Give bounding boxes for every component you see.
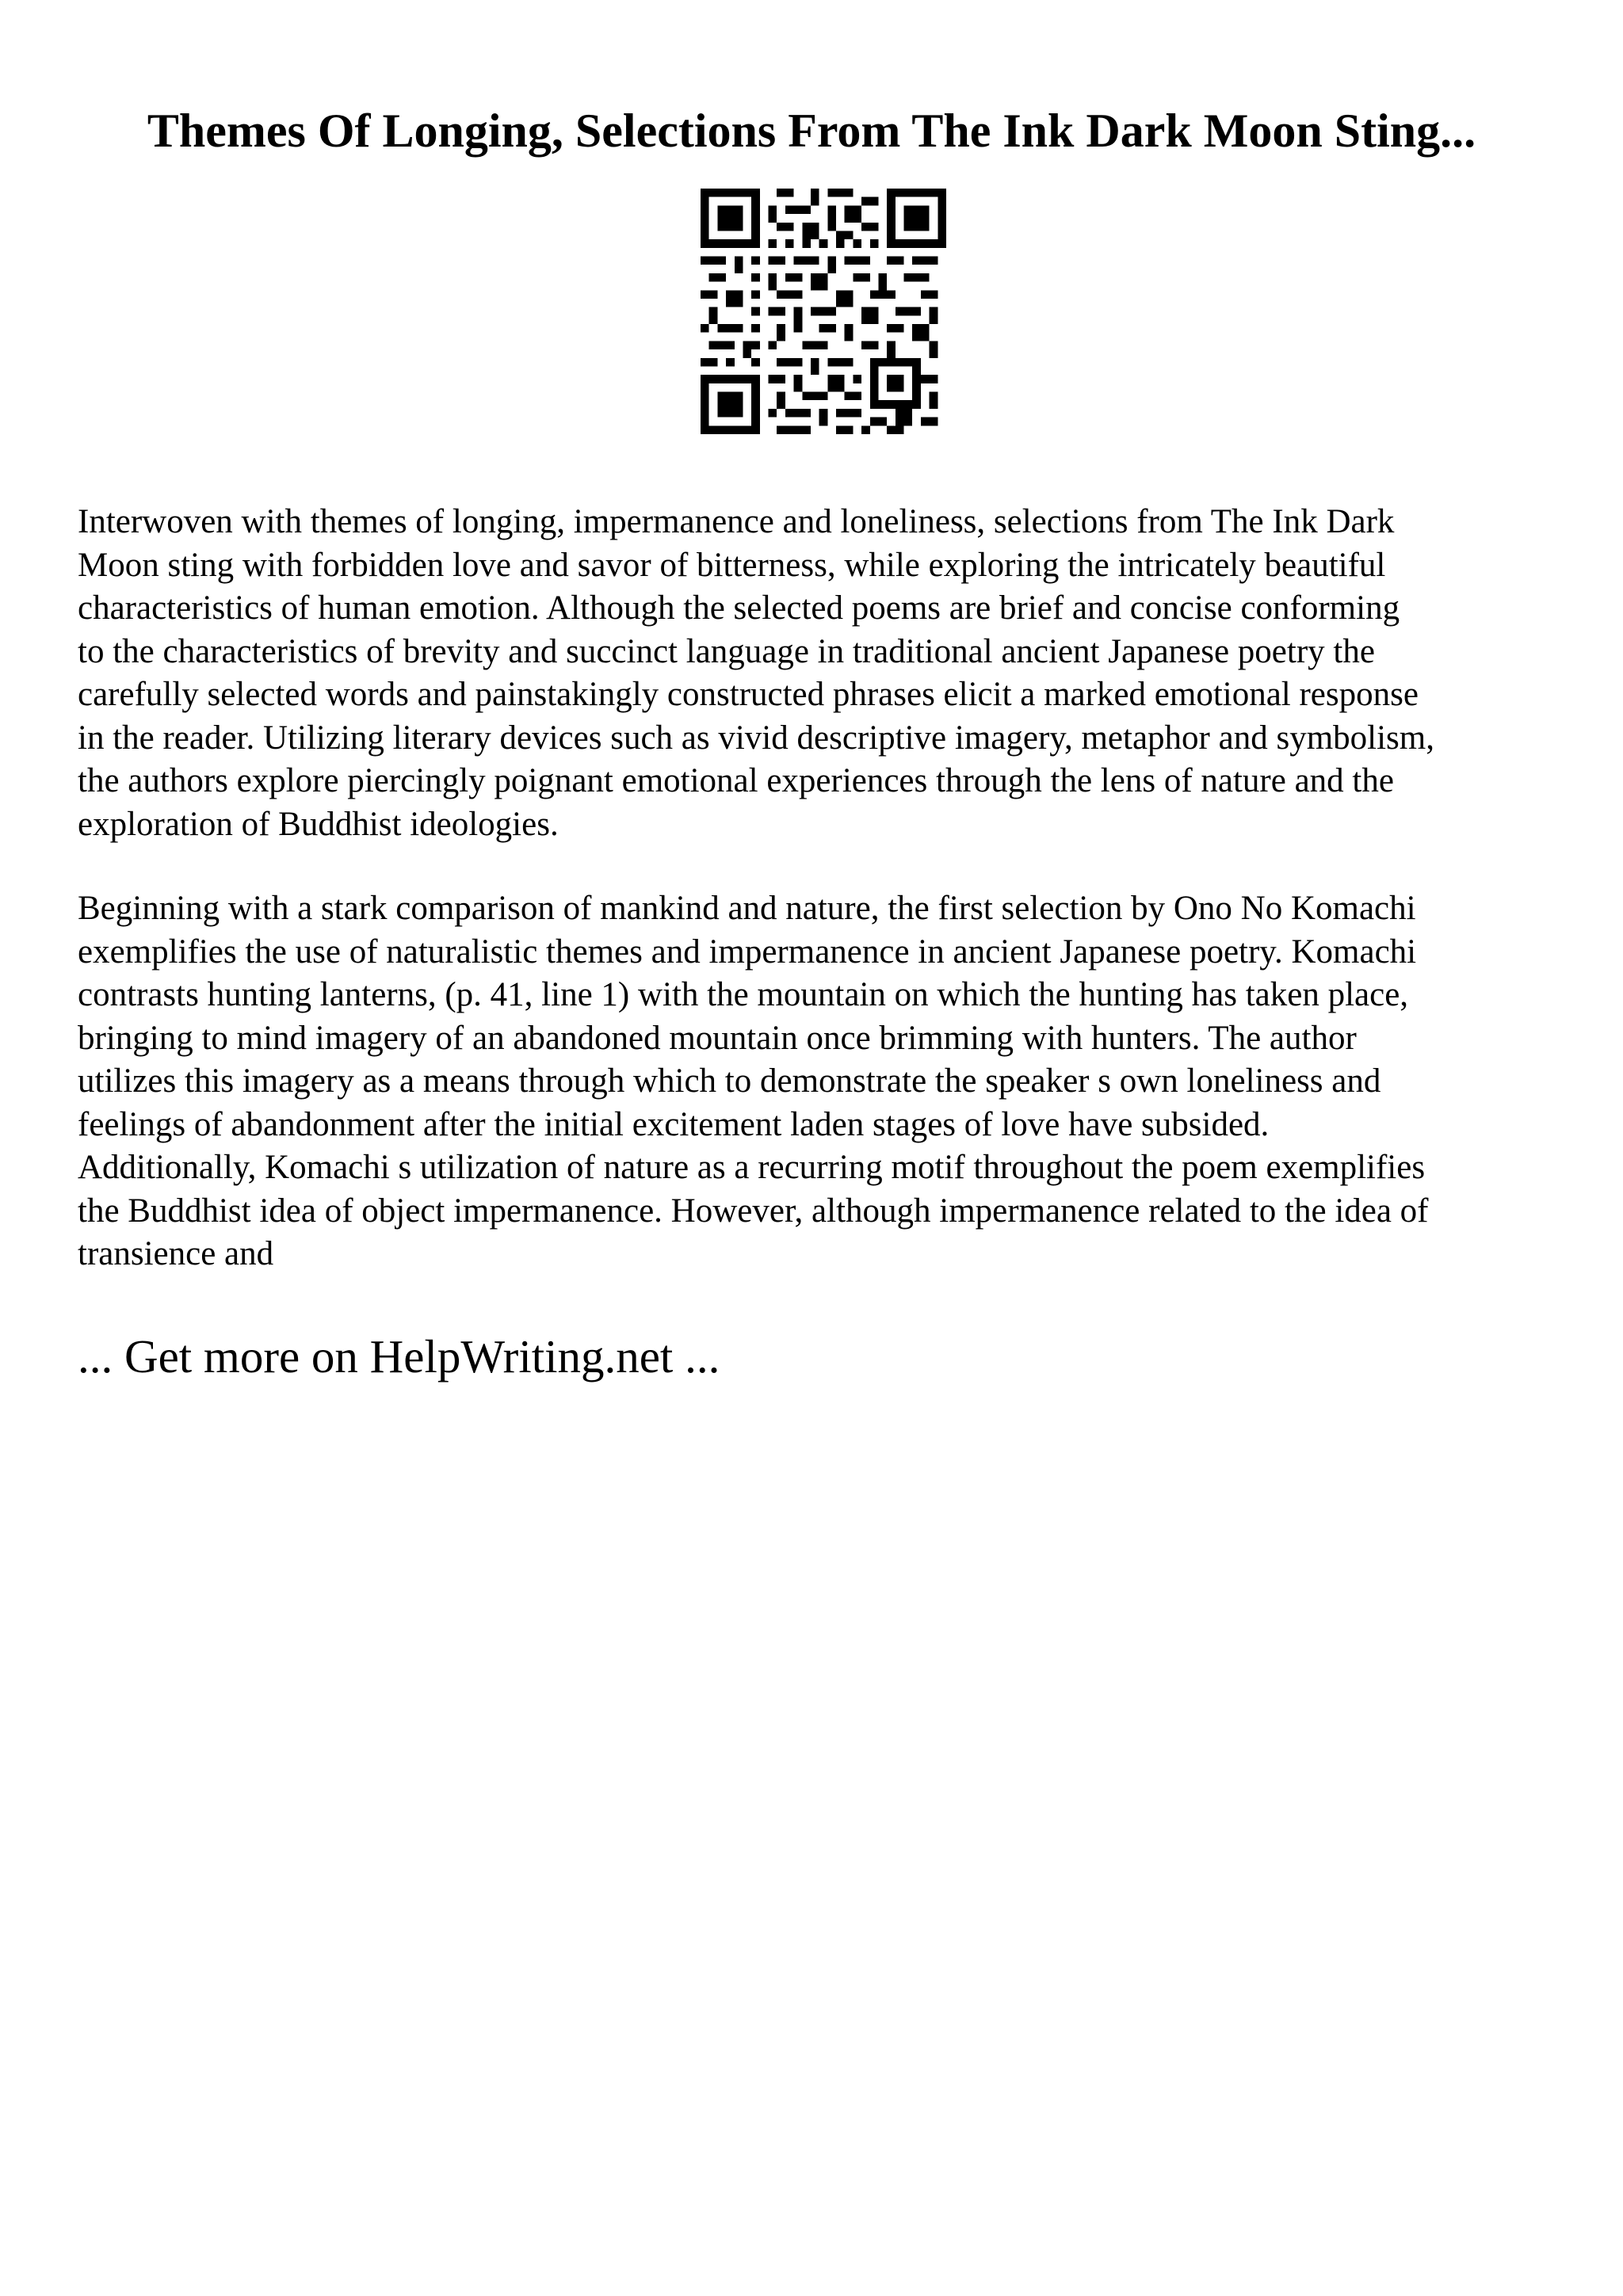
page-title: Themes Of Longing, Selections From The Ink Dark Moon Sting... xyxy=(147,105,1476,157)
body-paragraph: Beginning with a stark comparison of mankind and nature, the first selection by Ono No Komachi exemplifies the use of naturalistic themes and impermanence in ancient Japanese poetry. Komachi contrasts hunting lanterns, (p. 41, line 1) with the mountain on which the hunting has taken place, bringing to mind imagery of an abandoned mountain once brimming with hunters. The author utilizes this imagery as a means through which to demonstrate the speaker s own loneliness and feelings of abandonment after the initial excitement laden stages of love have subsided. Additionally, Komachi s utilization of nature as a recurring motif throughout the poem exemplifies the Buddhist idea of object impermanence. However, although impermanence related to the idea of transience and xyxy=(78,890,1429,1272)
body-paragraph: Interwoven with themes of longing, impermanence and loneliness, selections from The Ink Dark Moon sting with forbidden love and savor of bitterness, while exploring the intricately beautiful characteristics of human emotion. Although the selected poems are brief and concise conforming to the characteristics of brevity and succinct language in traditional ancient Japanese poetry the carefully selected words and painstakingly constructed phrases elicit a marked emotional response in the reader. Utilizing literary devices such as vivid descriptive imagery, metaphor and symbolism, the authors explore piercingly poignant emotional experiences through the lens of nature and the exploration of Buddhist ideologies. xyxy=(78,503,1434,843)
get-more-link[interactable]: ... Get more on HelpWriting.net ... xyxy=(78,1330,720,1383)
qr-code-graphic xyxy=(701,189,946,434)
qr-code-icon[interactable] xyxy=(701,189,946,434)
